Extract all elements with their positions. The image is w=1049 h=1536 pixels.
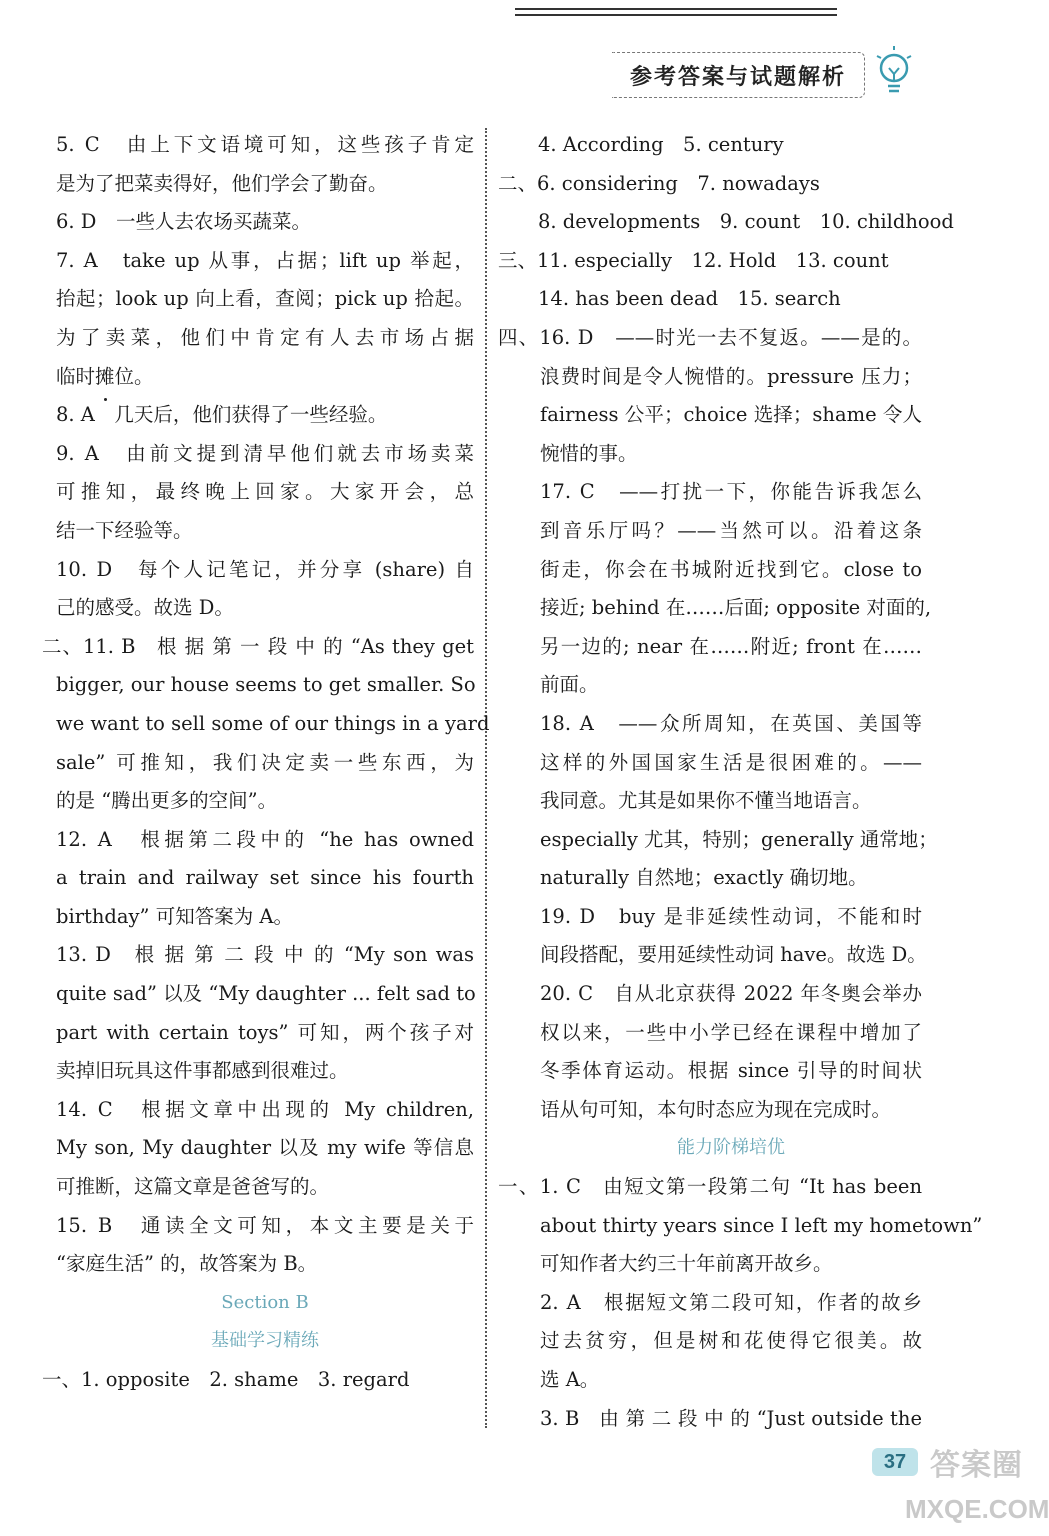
answer-line: 8. developments 9. count 10. childhood [538,210,954,234]
lightbulb-icon [872,44,916,100]
answer-line: 间段搭配，要用延续性动词 have。故选 D。 [540,943,927,967]
page-number: 37 [872,1448,918,1476]
answer-line: 三、11. especially 12. Hold 13. count [498,248,889,272]
subsection-heading: 基础学习精练 [211,1330,319,1352]
answer-line: 12. A 根据第二段中的 “he has owned [56,827,474,851]
answer-line: sale” 可推知，我们决定卖一些东西，为 [56,750,474,774]
answer-line: 为了卖菜，他们中肯定有人去市场占据 [56,325,474,349]
answer-line: 19. D buy 是非延续性动词，不能和时 [540,904,922,928]
answer-line: 18. A ——众所周知，在英国、美国等 [540,711,922,735]
top-rule [515,8,837,10]
section-heading: Section B [221,1291,309,1313]
header-title: 参考答案与试题解析 [629,63,846,90]
answer-line: 到音乐厅吗？——当然可以。沿着这条 [540,518,922,542]
answer-line: 一、1. C 由短文第一段第二句 “It has been [498,1175,922,1199]
answer-line: 惋惜的事。 [540,441,638,465]
answer-line: 2. A 根据短文第二段可知，作者的故乡 [540,1290,922,1314]
answer-line: 冬季体育运动。根据 since 引导的时间状 [540,1059,922,1083]
answer-line: bigger, our house seems to get smaller. So [56,673,476,697]
answer-line: 接近; behind 在……后面; opposite 对面的, [540,596,932,620]
answer-line: fairness 公平；choice 选择；shame 令人 [540,403,922,427]
answer-line: 街走，你会在书城附近找到它。close to [540,557,922,581]
answer-line: 卖掉旧玩具这件事都感到很难过。 [56,1059,349,1083]
answer-line: part with certain toys” 可知，两个孩子对 [56,1020,474,1044]
answer-line: “家庭生活” 的，故答案为 B。 [56,1252,318,1276]
answer-line: 14. has been dead 15. search [538,287,841,311]
answer-line: 前面。 [540,673,599,697]
answer-line: 一、1. opposite 2. shame 3. regard [42,1368,410,1391]
answer-line: a train and railway set since his fourth [56,866,474,890]
answer-line: about thirty years since I left my hometown” [540,1213,983,1237]
answer-line: 10. D 每个人记笔记，并分享 (share) 自 [56,557,474,581]
answer-line: My son, My daughter 以及 my wife 等信息 [56,1136,474,1160]
answer-line: 13. D 根 据 第 二 段 中 的 “My son was [56,943,474,967]
answer-line: 可推知，最终晚上回家。大家开会，总 [56,480,474,504]
answer-line: 临时摊位。 [56,364,154,388]
answer-line: we want to sell some of our things in a yard [56,711,490,735]
answer-line: 另一边的; near 在……附近; front 在…… [540,634,922,658]
answer-line: 过去贫穷，但是树和花使得它很美。故 [540,1329,922,1353]
answer-line: 可知作者大约三十年前离开故乡。 [540,1252,833,1276]
answer-line: 二、11. B 根 据 第 一 段 中 的 “As they get [42,634,474,658]
answer-line: 可推断，这篇文章是爸爸写的。 [56,1175,330,1199]
watermark-url: MXQE.COM [905,1494,1049,1524]
answer-line: 抬起；look up 向上看，查阅；pick up 拾起。 [56,287,474,311]
answer-line: 20. C 自从北京获得 2022 年冬奥会举办 [540,982,922,1006]
left-column [42,126,490,1400]
right-column [498,126,983,1438]
answer-line: 6. D 一些人去农场买蔬菜。 [56,210,311,234]
header-banner [612,52,865,98]
answer-line: 结一下经验等。 [56,518,193,542]
top-rule [515,14,837,16]
answer-line: 的是 “腾出更多的空间”。 [56,789,278,813]
answer-line: 这样的外国国家生活是很困难的。—— [540,750,922,774]
answer-line: 权以来，一些中小学已经在课程中增加了 [540,1020,922,1044]
answer-line: 语从句可知，本句时态应为现在完成时。 [540,1097,892,1121]
section-heading: 能力阶梯培优 [677,1137,785,1159]
answer-line: birthday” 可知答案为 A。 [56,904,294,928]
answer-line: 9. A 由前文提到清早他们就去市场卖菜 [56,441,474,465]
answer-line: 二、6. considering 7. nowadays [498,171,820,195]
answer-line: 己的感受。故选 D。 [56,596,234,620]
answer-line: 4. According 5. century [538,133,784,156]
watermark-logo: 答案圈 [930,1449,1023,1482]
answer-line: 17. C ——打扰一下，你能告诉我怎么 [540,480,922,504]
answer-line: 3. B 由 第 二 段 中 的 “Just outside the [540,1406,922,1430]
emphasis-dot [104,398,107,401]
answer-line: 是为了把菜卖得好，他们学会了勤奋。 [56,171,388,195]
answer-line: 我同意。尤其是如果你不懂当地语言。 [540,789,872,813]
answer-line: 浪费时间是令人惋惜的。pressure 压力； [540,364,922,388]
answer-line: 14. C 根据文章中出现的 My children, [56,1097,474,1121]
answer-line: 7. A take up 从事，占据；lift up 举起， [56,248,474,272]
answer-line: quite sad” 以及 “My daughter ... felt sad to [56,982,476,1006]
answer-line: 5. C 由上下文语境可知，这些孩子肯定 [56,133,474,156]
answer-line: especially 尤其，特别；generally 通常地； [540,827,938,851]
column-divider [485,128,487,1428]
answer-line: naturally 自然地；exactly 确切地。 [540,866,868,890]
answer-line: 8. A 几天后，他们获得了一些经验。 [56,403,388,427]
answer-line: 选 A。 [540,1368,600,1391]
header-banner-point [600,52,614,96]
answer-line: 四、16. D ——时光一去不复返。——是的。 [498,325,922,349]
answer-line: 15. B 通读全文可知，本文主要是关于 [56,1213,474,1237]
